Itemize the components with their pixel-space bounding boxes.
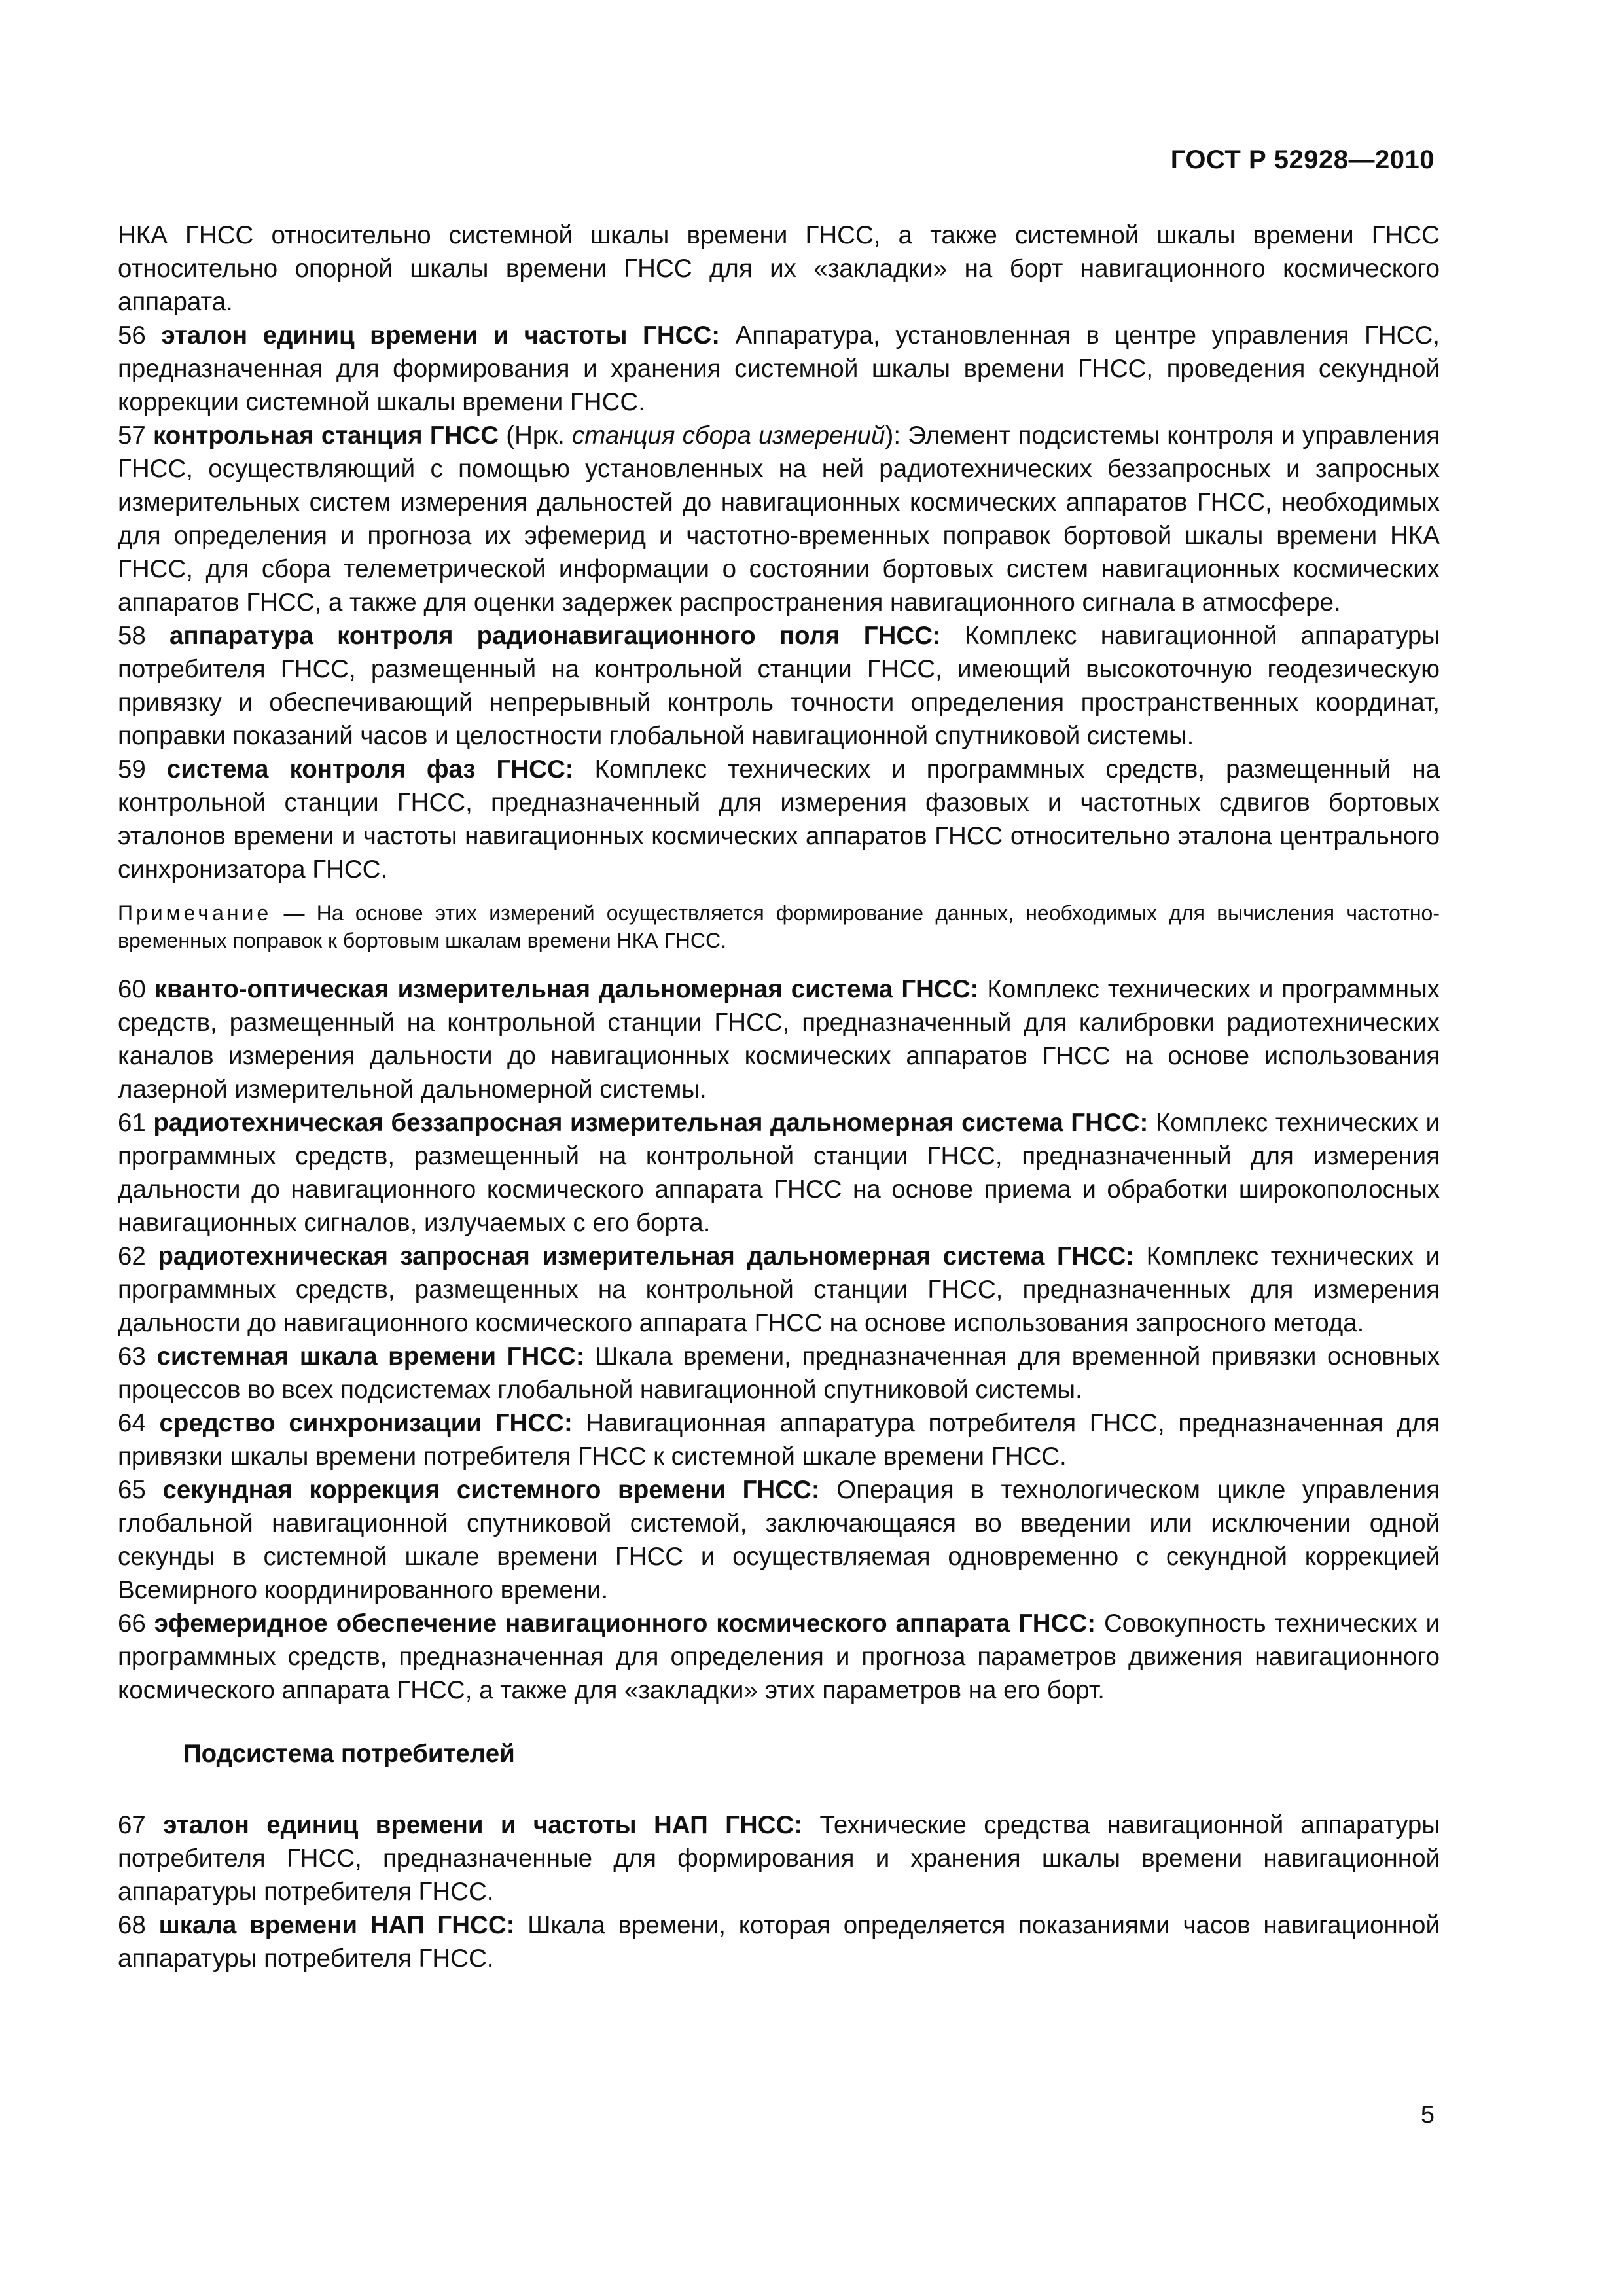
entry-term: шкала времени НАП ГНСС: xyxy=(158,1911,515,1939)
entry-number: 66 xyxy=(118,1609,146,1638)
note-text: — На основе этих измерений осуществляется формирование данных, необходимых для вычисления частотно-временных поправок к бортовым шкалам времени НКА ГНСС. xyxy=(118,901,1440,952)
entry-definition: Комплекс технических и программных средств, размещенный на контрольной станции ГНСС, предназначенный для измерения фазовых и частотных сдвигов бортовых эталонов времени и частоты навигационных космических аппаратов ГНСС относительно эталона центрального синхронизатора ГНСС. xyxy=(118,755,1440,884)
entry-definition: Комплекс навигационной аппаратуры потребителя ГНСС, размещенный на контрольной станции ГНСС, имеющий высокоточную геодезическую привязку и обеспечивающий непрерывный контроль точности определения пространственных координат, поправки показаний часов и целостности глобальной навигационной спутниковой системы. xyxy=(118,622,1440,750)
term-entry-61 xyxy=(118,1106,1440,1240)
intro-paragraph: НКА ГНСС относительно системной шкалы времени ГНСС, а также системной шкалы времени ГНСС относительно опорной шкалы времени ГНСС для их «закладки» на борт навигационного космического аппарата. xyxy=(118,221,1440,316)
entry-definition: Аппаратура, установленная в центре управления ГНСС, предназначенная для формирования и хранения системной шкалы времени ГНСС, проведения секундной коррекции системной шкалы времени ГНСС. xyxy=(118,321,1440,416)
entry-term: контрольная станция ГНСС xyxy=(153,422,499,450)
note-paragraph xyxy=(118,899,1440,954)
entry-definition: Комплекс технических и программных средств, размещенный на контрольной станции ГНСС, предназначенный для калибровки радиотехнических каналов измерения дальности до навигационных космических аппаратов ГНСС на основе использования лазерной измерительной дальномерной системы. xyxy=(118,975,1440,1103)
entry-definition: Технические средства навигационной аппаратуры потребителя ГНСС, предназначенные для формирования и хранения шкалы времени навигационной аппаратуры потребителя ГНСС. xyxy=(118,1811,1440,1906)
entry-number: 68 xyxy=(118,1911,146,1939)
entry-term: радиотехническая запросная измерительная дальномерная система ГНСС: xyxy=(158,1242,1135,1270)
entry-number: 65 xyxy=(118,1476,146,1504)
term-entry-59 xyxy=(118,753,1440,886)
entry-term: аппаратура контроля радионавигационного поля ГНСС: xyxy=(169,622,941,650)
entry-deprecated-suffix: ): xyxy=(885,422,901,450)
entry-term: системная шкала времени ГНСС: xyxy=(156,1342,584,1371)
entry-definition: Совокупность технических и программных средств, предназначенная для определения и прогноза параметров движения навигационного космического аппарата ГНСС, а также для «закладки» этих параметров на его борт. xyxy=(118,1609,1440,1704)
entry-term: средство синхронизации ГНСС: xyxy=(159,1409,573,1437)
term-entry-63 xyxy=(118,1340,1440,1407)
term-entry-68 xyxy=(118,1909,1440,1975)
entry-deprecated-prefix: (Нрк. xyxy=(506,422,565,450)
note-label: Примечание xyxy=(118,901,272,925)
term-entry-62 xyxy=(118,1240,1440,1340)
entry-definition: Операция в технологическом цикле управления глобальной навигационной спутниковой системой, заключающаяся во введении или исключении одной секунды в системной шкале времени ГНСС и осуществляемая одновременно с секундной коррекцией Всемирного координированного времени. xyxy=(118,1476,1440,1604)
page-number: 5 xyxy=(1420,2101,1435,2128)
entry-number: 62 xyxy=(118,1242,146,1270)
term-entry-58 xyxy=(118,619,1440,753)
entry-number: 64 xyxy=(118,1409,146,1437)
entry-term: система контроля фаз ГНСС: xyxy=(166,755,574,783)
term-entry-60 xyxy=(118,973,1440,1106)
entry-number: 57 xyxy=(118,422,146,450)
entry-number: 61 xyxy=(118,1109,146,1137)
entry-number: 58 xyxy=(118,622,146,650)
entry-term: эфемеридное обеспечение навигационного космического аппарата ГНСС: xyxy=(154,1609,1096,1638)
entry-term: эталон единиц времени и частоты НАП ГНСС: xyxy=(163,1811,803,1839)
standard-header: ГОСТ Р 52928—2010 xyxy=(1170,145,1435,174)
entry-definition: Элемент подсистемы контроля и управления ГНСС, осуществляющий с помощью установленных на ней радиотехнических беззапросных и запросных измерительных систем измерения дальностей до навигационных космических аппаратов ГНСС, необходимых для определения и прогноза их эфемерид и частотно-временных поправок бортовой шкалы времени НКА ГНСС, для сбора телеметрической информации о состоянии бортовых систем навигационных космических аппаратов ГНСС, а также для оценки задержек распространения навигационного сигнала в атмосфере. xyxy=(118,422,1440,617)
entry-definition: Комплекс технических и программных средств, размещенных на контрольной станции ГНСС, предназначенных для измерения дальности до навигационного космического аппарата ГНСС на основе использования запросного метода. xyxy=(118,1242,1440,1337)
entry-definition: Комплекс технических и программных средств, размещенный на контрольной станции ГНСС, предназначенный для измерения дальности до навигационного космического аппарата ГНСС на основе приема и обработки широкополосных навигационных сигналов, излучаемых с его борта. xyxy=(118,1109,1440,1237)
entry-definition: Навигационная аппаратура потребителя ГНСС, предназначенная для привязки шкалы времени потребителя ГНСС к системной шкале времени ГНСС. xyxy=(118,1409,1440,1471)
entry-number: 56 xyxy=(118,321,146,350)
entry-number: 59 xyxy=(118,755,146,783)
entry-term: кванто-оптическая измерительная дальномерная система ГНСС: xyxy=(154,975,979,1003)
document-body xyxy=(118,219,1440,1975)
term-entry-65 xyxy=(118,1473,1440,1607)
term-entry-64 xyxy=(118,1407,1440,1473)
entry-term: радиотехническая беззапросная измерительная дальномерная система ГНСС: xyxy=(153,1109,1149,1137)
entry-term: секундная коррекция системного времени ГНСС: xyxy=(162,1476,820,1504)
entry-number: 67 xyxy=(118,1811,146,1839)
term-entry-57 xyxy=(118,419,1440,619)
entry-number: 63 xyxy=(118,1342,146,1371)
entry-definition: Шкала времени, которая определяется показаниями часов навигационной аппаратуры потребителя ГНСС. xyxy=(118,1911,1440,1973)
term-entry-67 xyxy=(118,1808,1440,1909)
entry-term: эталон единиц времени и частоты ГНСС: xyxy=(161,321,721,350)
entry-deprecated-term: станция сбора измерений xyxy=(572,422,885,450)
entry-definition: Шкала времени, предназначенная для временной привязки основных процессов во всех подсистемах глобальной навигационной спутниковой системы. xyxy=(118,1342,1440,1404)
term-entry-56 xyxy=(118,319,1440,419)
term-entry-66 xyxy=(118,1607,1440,1707)
entry-number: 60 xyxy=(118,975,146,1003)
section-heading: Подсистема потребителей xyxy=(183,1740,515,1768)
